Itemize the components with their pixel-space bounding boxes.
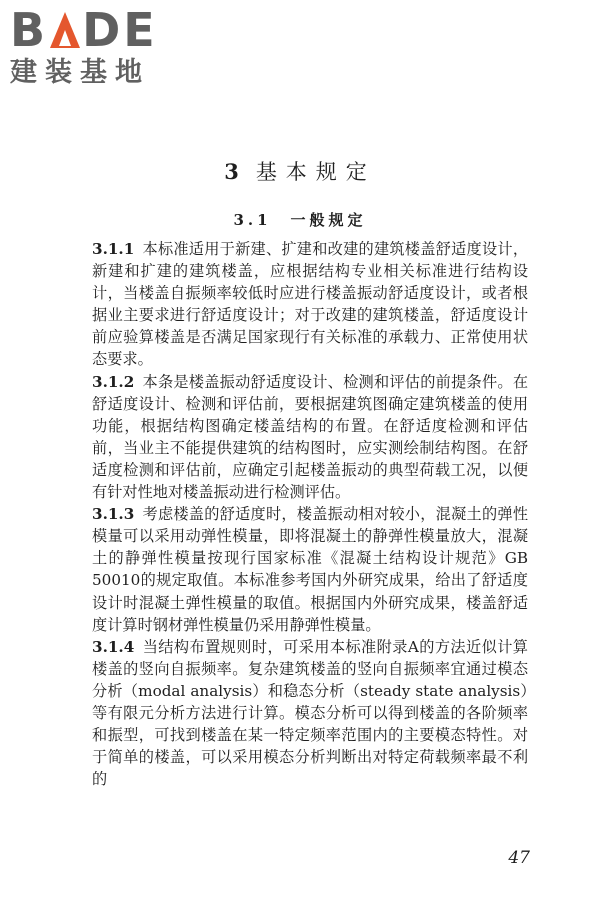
- clause-number: 3.1.3: [92, 505, 135, 524]
- clause-number: 3.1.4: [92, 637, 135, 656]
- logo-subtitle: 建装基地: [10, 57, 150, 88]
- clause-paragraph: [92, 636, 528, 791]
- chapter-number: 3: [224, 159, 248, 184]
- clause-text: 考虑楼盖的舒适度时，楼盖振动相对较小，混凝土的弹性模量可以采用动弹性模量，即将混凝土的静弹性模量放大，混凝土的静弹性模量按现行国家标准《混凝土结构设计规范》GB 50010的规定取值。本标准参考国内外研究成果，给出了舒适度设计时混凝土弹性模量的取值。根据国内外研究成果，楼盖舒适度计算时钢材弹性模量仍采用静弹性模量。: [92, 505, 528, 634]
- clause-number: 3.1.2: [92, 372, 135, 391]
- clause-paragraph: [92, 371, 528, 504]
- chapter-heading: [0, 156, 600, 186]
- logo-letter-e: E: [123, 3, 158, 57]
- logo-wordmark: [10, 3, 180, 57]
- clause-text: 当结构布置规则时，可采用本标准附录A的方法近似计算楼盖的竖向自振频率。复杂建筑楼盖的竖向自振频率宜通过模态分析（modal analysis）和稳态分析（steady state analysis）等有限元分析方法进行计算。模态分析可以得到楼盖的各阶频率和振型，可找到楼盖在某一特定频率范围内的主要模态特性。对于简单的楼盖，可以采用模态分析判断出对特定荷载频率最不利的: [92, 637, 528, 789]
- logo-letter-a-triangle: [48, 6, 82, 54]
- clause-paragraph: [92, 238, 528, 371]
- bade-logo: [10, 3, 180, 88]
- clause-text: 本条是楼盖振动舒适度设计、检测和评估的前提条件。在舒适度设计、检测和评估前，要根据建筑图确定建筑楼盖的使用功能，根据结构图确定楼盖结构的布置。在舒适度检测和评估前，当业主不能提供建筑的结构图时，应实测绘制结构图。在舒适度检测和评估前，应确定引起楼盖振动的典型荷载工况，以便有针对性地对楼盖振动进行检测评估。: [92, 372, 528, 502]
- clause-text: 本标准适用于新建、扩建和改建的建筑楼盖舒适度设计，新建和扩建的建筑楼盖，应根据结构专业相关标准进行结构设计，当楼盖自振频率较低时应进行楼盖振动舒适度设计，或者根据业主要求进行舒适度设计；对于改建的建筑楼盖，舒适度设计前应验算楼盖是否满足国家现行有关标准的承载力、正常使用状态要求。: [92, 240, 528, 369]
- clause-paragraph: [92, 503, 528, 636]
- section-heading: 3.1 一般规定: [233, 211, 367, 229]
- logo-letter-d: D: [82, 3, 124, 57]
- chapter-title: 基本规定: [255, 160, 376, 184]
- body-text: [92, 238, 528, 790]
- logo-letter-b: B: [10, 3, 49, 57]
- page-number: 47: [508, 848, 530, 868]
- clause-number: 3.1.1: [92, 240, 135, 258]
